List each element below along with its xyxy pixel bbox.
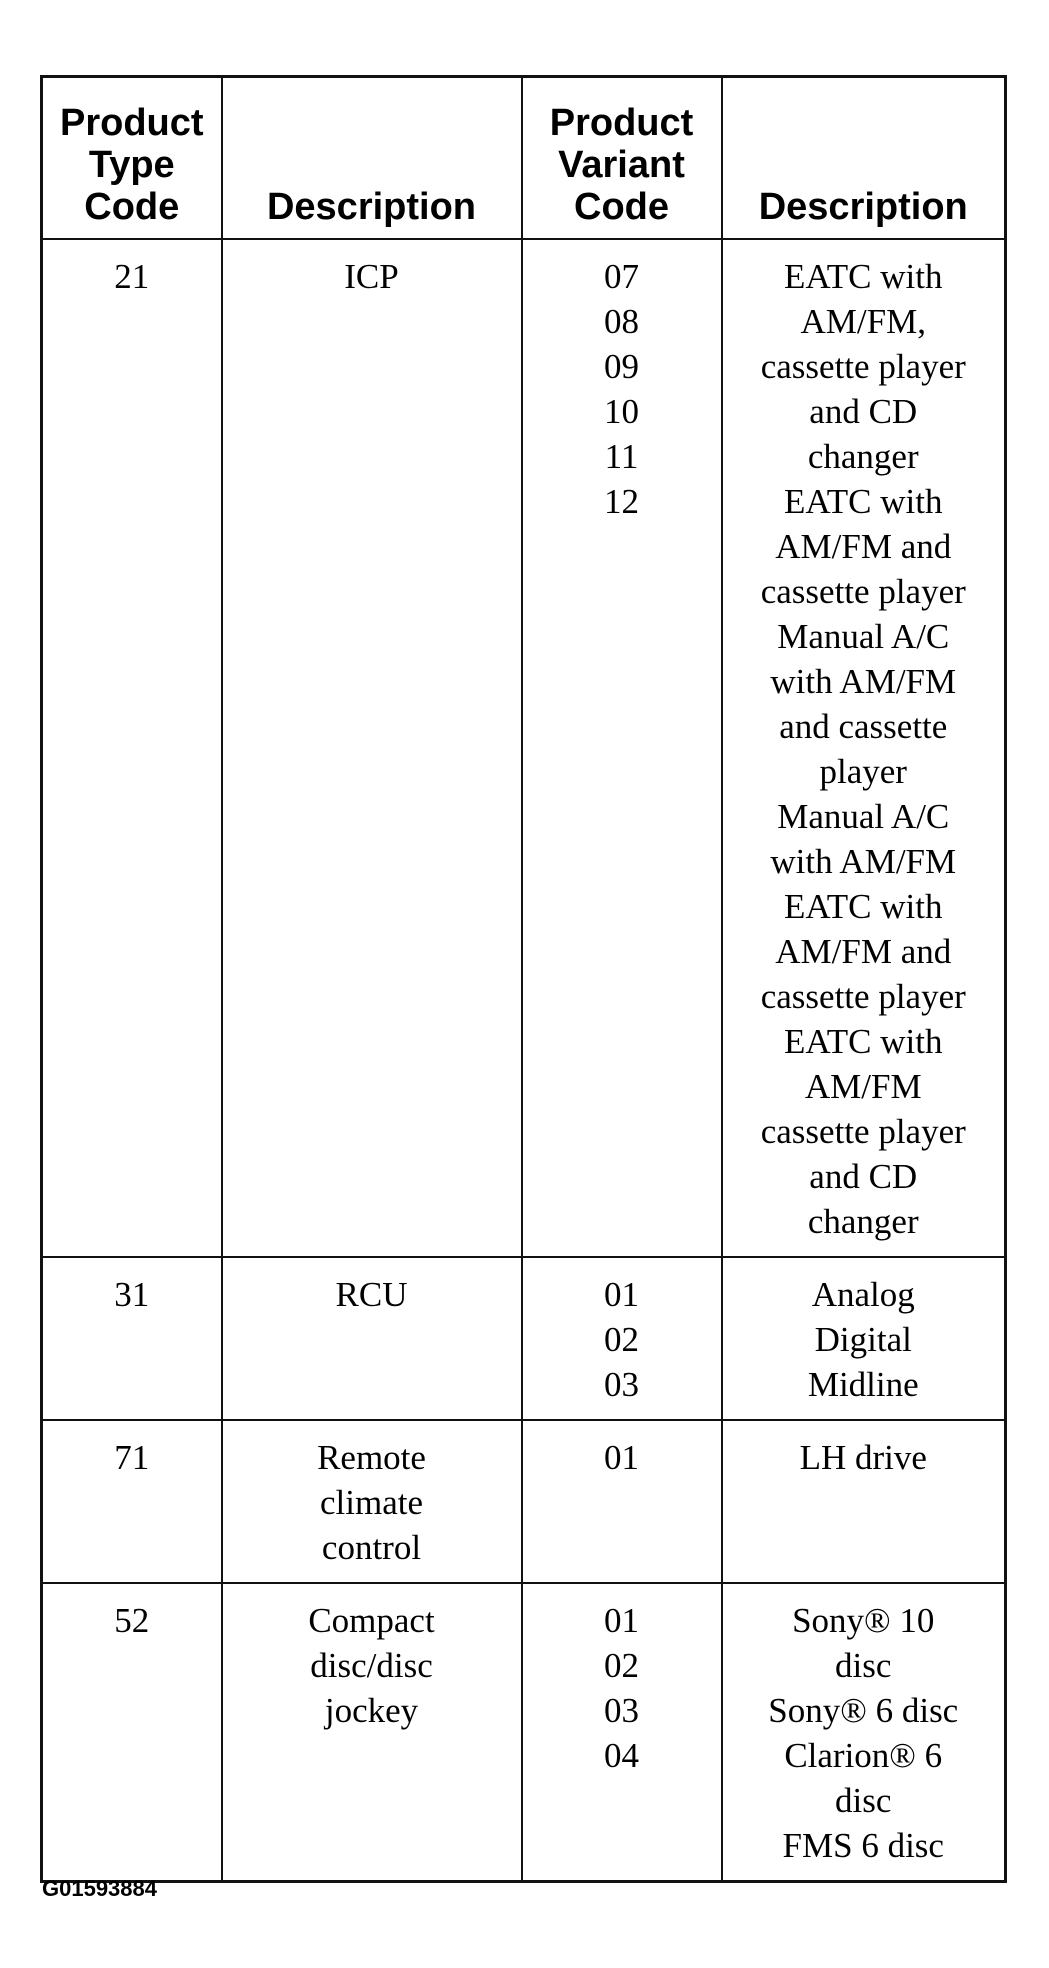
cell-line: LH drive <box>799 1438 927 1477</box>
cell-line: 01 <box>604 1601 639 1640</box>
cell-line: 01 <box>604 1275 639 1314</box>
cell-line: 09 <box>604 347 639 386</box>
type-description-cell <box>222 239 522 1257</box>
cell-line: Analog <box>811 1275 915 1314</box>
cell-line: player <box>819 752 907 791</box>
cell-line: AM/FM and <box>775 527 952 566</box>
table-body <box>42 239 1006 1882</box>
variant-codes-cell <box>522 1420 722 1583</box>
variant-codes-cell <box>522 239 722 1257</box>
type-code-cell <box>42 239 222 1257</box>
cell-line: disc/disc <box>310 1646 433 1685</box>
cell-line: cassette player <box>760 347 966 386</box>
cell-line: 11 <box>604 437 639 476</box>
cell-line: Manual A/C <box>777 617 950 656</box>
header-product-type-code <box>42 77 222 240</box>
cell-line: Remote <box>317 1438 426 1477</box>
variant-codes-cell <box>522 1583 722 1882</box>
header-product-variant-code <box>522 77 722 240</box>
cell-line: Sony® 6 disc <box>768 1691 959 1730</box>
cell-line: with AM/FM <box>770 662 957 701</box>
cell-line: ICP <box>344 257 399 296</box>
header-line: Description <box>758 186 968 228</box>
header-variant-description <box>722 77 1006 240</box>
header-line: Product <box>549 102 694 144</box>
cell-line: control <box>321 1528 422 1567</box>
cell-line: Manual A/C <box>777 797 950 836</box>
cell-line: cassette player <box>760 1112 966 1151</box>
cell-line: EATC with <box>784 887 943 926</box>
cell-line: AM/FM and <box>775 932 952 971</box>
table-row <box>42 1420 1006 1583</box>
cell-line: disc <box>835 1781 892 1820</box>
header-line: Variant <box>558 144 685 186</box>
cell-line: 31 <box>114 1275 150 1314</box>
cell-line: and cassette <box>779 707 948 746</box>
cell-line: changer <box>807 1202 919 1241</box>
cell-line: 02 <box>604 1320 639 1359</box>
cell-line: RCU <box>335 1275 408 1314</box>
cell-line: 12 <box>604 482 639 521</box>
cell-line: Digital <box>814 1320 912 1359</box>
cell-line: 01 <box>604 1438 639 1477</box>
cell-line: 10 <box>604 392 639 431</box>
cell-line: Midline <box>807 1365 919 1404</box>
cell-line: FMS 6 disc <box>782 1826 944 1865</box>
cell-line: EATC with <box>784 257 943 296</box>
cell-line: AM/FM <box>804 1067 922 1106</box>
type-description-cell <box>222 1257 522 1420</box>
cell-line: Sony® 10 <box>792 1601 935 1640</box>
cell-line: Compact <box>308 1601 435 1640</box>
cell-line: and CD <box>809 392 918 431</box>
variant-descriptions-cell <box>722 1420 1006 1583</box>
header-line: Type <box>88 144 175 186</box>
cell-line: EATC with <box>784 482 943 521</box>
type-code-cell <box>42 1420 222 1583</box>
table-header-row <box>42 77 1006 240</box>
header-line: Code <box>574 186 669 228</box>
cell-line: with AM/FM <box>770 842 957 881</box>
cell-line: Clarion® 6 <box>784 1736 943 1775</box>
cell-line: 07 <box>604 257 639 296</box>
cell-line: cassette player <box>760 977 966 1016</box>
figure-id: G01593884 <box>42 1876 157 1901</box>
cell-line: climate <box>319 1483 423 1522</box>
cell-line: AM/FM, <box>800 302 926 341</box>
cell-line: 02 <box>604 1646 639 1685</box>
type-description-cell <box>222 1583 522 1882</box>
cell-line: EATC with <box>784 1022 943 1061</box>
type-code-cell <box>42 1257 222 1420</box>
variant-descriptions-cell <box>722 1583 1006 1882</box>
product-code-table <box>40 75 1007 1883</box>
table-row <box>42 1583 1006 1882</box>
cell-line: disc <box>835 1646 892 1685</box>
cell-line: 03 <box>604 1691 639 1730</box>
table-row <box>42 239 1006 1257</box>
table-row <box>42 1257 1006 1420</box>
variant-descriptions-cell <box>722 1257 1006 1420</box>
cell-line: 04 <box>604 1736 639 1775</box>
cell-line: 03 <box>604 1365 639 1404</box>
type-description-cell <box>222 1420 522 1583</box>
cell-line: and CD <box>809 1157 918 1196</box>
cell-line: 08 <box>604 302 639 341</box>
variant-descriptions-cell <box>722 239 1006 1257</box>
cell-line: 21 <box>114 257 150 296</box>
cell-line: cassette player <box>760 572 966 611</box>
cell-line: jockey <box>324 1691 419 1730</box>
header-line: Code <box>84 186 180 228</box>
cell-line: changer <box>807 437 919 476</box>
cell-line: 71 <box>114 1438 150 1477</box>
cell-line: 52 <box>114 1601 150 1640</box>
header-description <box>222 77 522 240</box>
variant-codes-cell <box>522 1257 722 1420</box>
header-line: Description <box>266 186 477 228</box>
header-line: Product <box>59 102 204 144</box>
type-code-cell <box>42 1583 222 1882</box>
